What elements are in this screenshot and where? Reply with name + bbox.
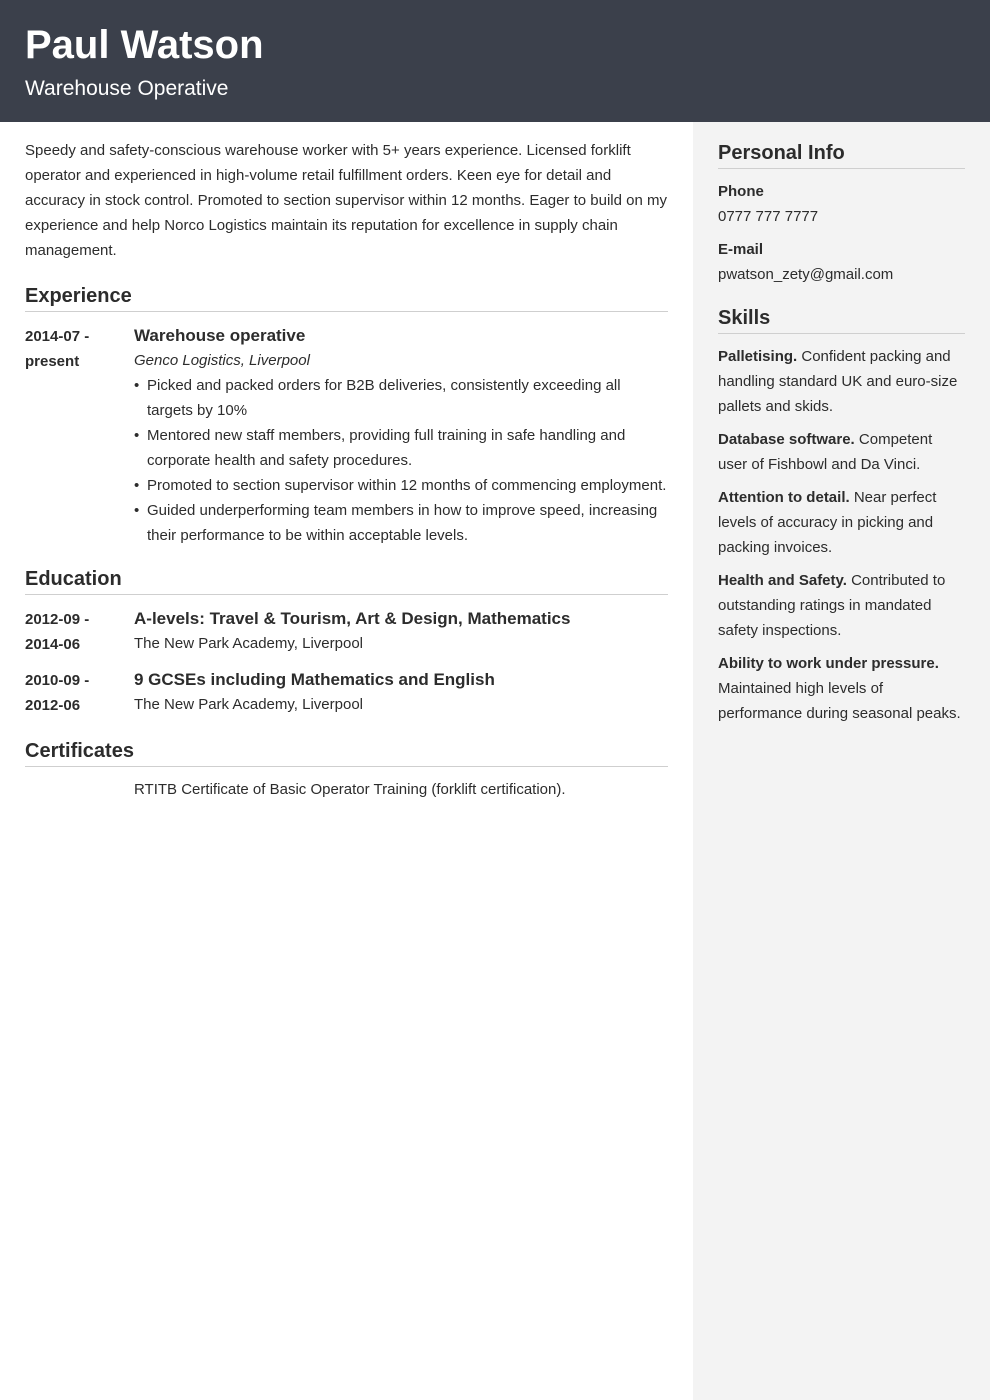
date-end: present	[25, 353, 80, 370]
skill-item	[718, 427, 965, 477]
skill-item	[718, 344, 965, 419]
education-date	[25, 607, 134, 657]
experience-content	[134, 324, 668, 548]
certificates-heading: Certificates	[25, 739, 668, 767]
main-column	[25, 138, 668, 802]
skill-desc: Competent user of Fishbowl and Da Vinci.	[718, 431, 933, 473]
skill-desc: Maintained high levels of performance during seasonal peaks.	[718, 680, 961, 722]
education-entry	[25, 668, 668, 718]
job-title: Warehouse operative	[134, 326, 306, 345]
duty-item: • Guided underperforming team members in how to improve speed, increasing their performance to be within acceptable levels.	[134, 498, 668, 548]
qualification-title: A-levels: Travel & Tourism, Art & Design, Mathematics	[134, 609, 571, 628]
certificate-entry	[25, 777, 668, 802]
skill-item	[718, 568, 965, 643]
email-label: E-mail	[718, 241, 764, 258]
skill-desc: Near perfect levels of accuracy in picking and packing invoices.	[718, 489, 937, 556]
skill-desc: Contributed to outstanding ratings in mandated safety inspections.	[718, 572, 946, 639]
company-name: Genco Logistics, Liverpool	[134, 352, 310, 369]
phone-value: 0777 777 7777	[718, 208, 819, 225]
bullet-icon: •	[134, 377, 140, 394]
personal-info-heading: Personal Info	[718, 141, 965, 169]
education-date	[25, 668, 134, 718]
skills-list	[718, 344, 965, 726]
experience-date	[25, 324, 134, 548]
date-start: 2010-09 -	[25, 672, 90, 689]
certificate-text: RTITB Certificate of Basic Operator Training (forklift certification).	[134, 781, 566, 798]
duty-item: • Mentored new staff members, providing full training in safe handling and corporate health and safety procedures.	[134, 423, 668, 473]
school-name: The New Park Academy, Liverpool	[134, 696, 363, 713]
date-start: 2014-07 -	[25, 328, 90, 345]
education-entry	[25, 607, 668, 657]
skills-heading: Skills	[718, 306, 965, 334]
skill-item	[718, 651, 965, 726]
skill-name: Health and Safety.	[718, 572, 847, 589]
date-end: 2014-06	[25, 636, 81, 653]
education-heading: Education	[25, 567, 668, 595]
email-value: pwatson_zety@gmail.com	[718, 266, 894, 283]
skill-name: Palletising.	[718, 348, 798, 365]
date-end: 2012-06	[25, 697, 81, 714]
job-duties	[134, 373, 668, 548]
bullet-icon: •	[134, 427, 140, 444]
profile-summary: Speedy and safety-conscious warehouse worker with 5+ years experience. Licensed forklift operator and experienced in high-volume retail fulfillment orders. Keen eye for detail and accuracy in stock control. Promoted to section supervisor within 12 months. Eager to build on my experience and help Norco Logistics maintain its reputation for excellence in supply chain management.	[25, 142, 667, 259]
bullet-icon: •	[134, 502, 140, 519]
experience-entry	[25, 324, 668, 548]
qualification-title: 9 GCSEs including Mathematics and English	[134, 670, 495, 689]
duty-item: • Promoted to section supervisor within 12 months of commencing employment.	[134, 473, 668, 498]
date-start: 2012-09 -	[25, 611, 90, 628]
candidate-name: Paul Watson	[25, 23, 264, 67]
sidebar-column	[718, 141, 965, 734]
skill-name: Ability to work under pressure.	[718, 655, 939, 672]
skill-name: Database software.	[718, 431, 855, 448]
duty-item: • Picked and packed orders for B2B deliveries, consistently exceeding all targets by 10%	[134, 373, 668, 423]
skill-item	[718, 485, 965, 560]
phone-label: Phone	[718, 183, 764, 200]
candidate-title: Warehouse Operative	[25, 77, 229, 100]
school-name: The New Park Academy, Liverpool	[134, 635, 363, 652]
skill-name: Attention to detail.	[718, 489, 850, 506]
bullet-icon: •	[134, 477, 140, 494]
skill-desc: Confident packing and handling standard UK and euro-size pallets and skids.	[718, 348, 958, 415]
resume-header	[0, 0, 990, 122]
experience-heading: Experience	[25, 284, 668, 312]
